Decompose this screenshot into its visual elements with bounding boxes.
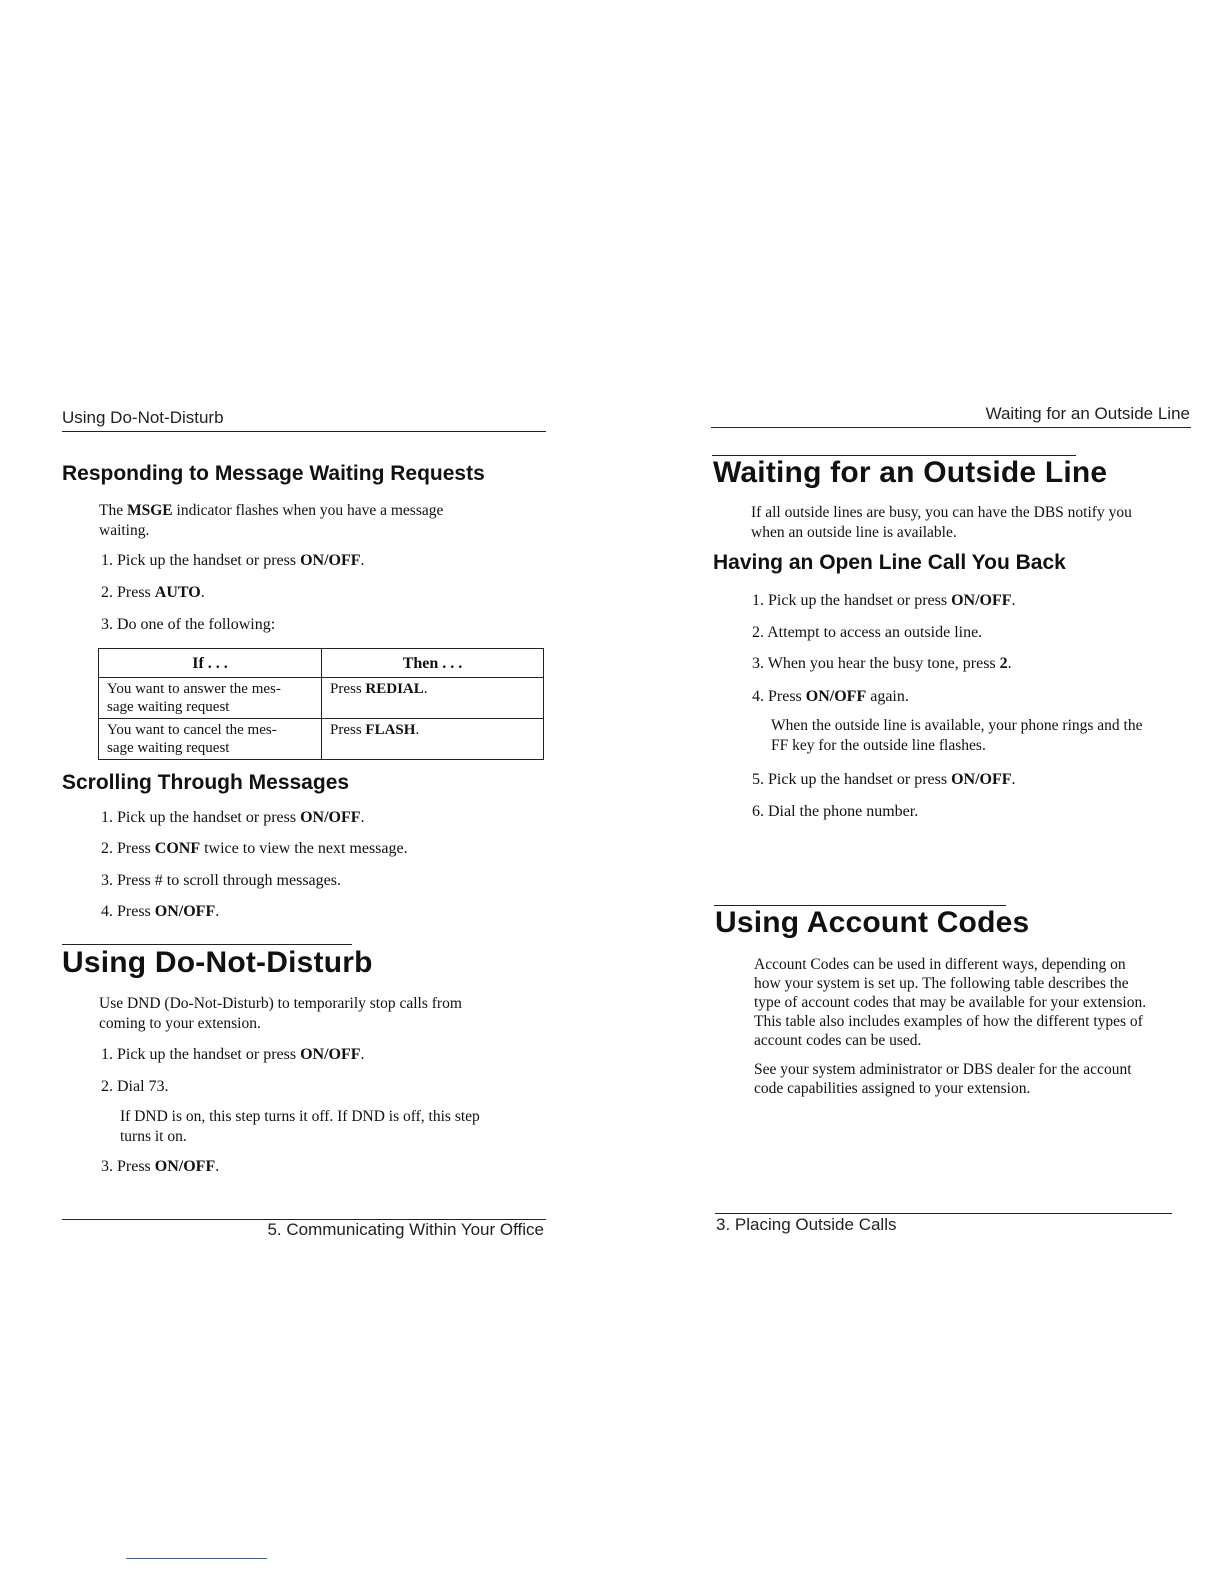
open-line-step-6: 6. Dial the phone number. — [752, 803, 919, 820]
message-waiting-intro: The MSGE indicator flashes when you have a message waiting. — [99, 502, 444, 539]
right-header-rule — [711, 427, 1191, 428]
open-line-step-2: 2. Attempt to access an outside line. — [752, 624, 983, 641]
scroll-step-3: 3. Press # to scroll through messages. — [101, 872, 341, 889]
right-footer: 3. Placing Outside Calls — [716, 1215, 897, 1234]
section-title-outside-line: Waiting for an Outside Line — [713, 456, 1108, 489]
mw-step-3: 3. Do one of the following: — [101, 616, 276, 633]
section-title-account-codes: Using Account Codes — [715, 906, 1030, 939]
mw-step-2: 2. Press AUTO. — [101, 584, 205, 601]
section-title-message-waiting: Responding to Message Waiting Requests — [62, 462, 485, 485]
outside-line-intro: If all outside lines are busy, you can have the DBS notify you when an outside line is available. — [751, 504, 1132, 541]
open-line-note: When the outside line is available, your phone rings and the FF key for the outside line flashes. — [771, 717, 1143, 754]
if-then-table — [98, 648, 544, 760]
table-header-if: If . . . — [99, 649, 322, 678]
scroll-step-4: 4. Press ON/OFF. — [101, 903, 220, 920]
scroll-step-2: 2. Press CONF twice to view the next message. — [101, 840, 408, 857]
open-line-step-4: 4. Press ON/OFF again. — [752, 688, 909, 705]
dnd-intro: Use DND (Do-Not-Disturb) to temporarily stop calls from coming to your extension. — [99, 995, 462, 1032]
section-title-dnd: Using Do-Not-Disturb — [62, 946, 373, 979]
open-line-step-5: 5. Pick up the handset or press ON/OFF. — [752, 771, 1016, 788]
section-title-open-line: Having an Open Line Call You Back — [713, 551, 1066, 574]
left-header-rule — [62, 431, 546, 432]
table-cell-if: You want to answer the mes- sage waiting request — [99, 678, 322, 719]
scan-edge-line — [126, 1558, 267, 1559]
table-cell-if: You want to cancel the mes- sage waiting request — [99, 719, 322, 760]
account-codes-para-2: See your system administrator or DBS dealer for the account code capabilities assigned to your extension. — [754, 1061, 1132, 1097]
table-cell-then: Press FLASH. — [322, 719, 544, 760]
mw-step-1: 1. Pick up the handset or press ON/OFF. — [101, 552, 365, 569]
scroll-step-1: 1. Pick up the handset or press ON/OFF. — [101, 809, 365, 826]
table-row — [99, 678, 544, 719]
dnd-step-3: 3. Press ON/OFF. — [101, 1158, 220, 1175]
table-header-then: Then . . . — [322, 649, 544, 678]
dnd-step-1: 1. Pick up the handset or press ON/OFF. — [101, 1046, 365, 1063]
left-footer: 5. Communicating Within Your Office — [267, 1220, 544, 1239]
left-running-head: Using Do-Not-Disturb — [62, 408, 224, 427]
table-header-row — [99, 649, 544, 678]
dnd-title-rule — [62, 944, 352, 945]
right-footer-rule — [715, 1213, 1172, 1214]
open-line-step-3: 3. When you hear the busy tone, press 2. — [752, 655, 1012, 672]
right-running-head: Waiting for an Outside Line — [985, 404, 1190, 423]
dnd-step-2: 2. Dial 73. — [101, 1078, 169, 1095]
open-line-step-1: 1. Pick up the handset or press ON/OFF. — [752, 592, 1016, 609]
section-title-scrolling: Scrolling Through Messages — [62, 771, 350, 794]
table-row — [99, 719, 544, 760]
account-codes-para-1: Account Codes can be used in different ways, depending on how your system is set up. The following table describes the type of account codes that may be available for your extension. This table also includes examples of how the different types of account codes can be used. — [754, 956, 1147, 1049]
table-cell-then: Press REDIAL. — [322, 678, 544, 719]
dnd-note: If DND is on, this step turns it off. If DND is off, this step turns it on. — [120, 1108, 480, 1145]
